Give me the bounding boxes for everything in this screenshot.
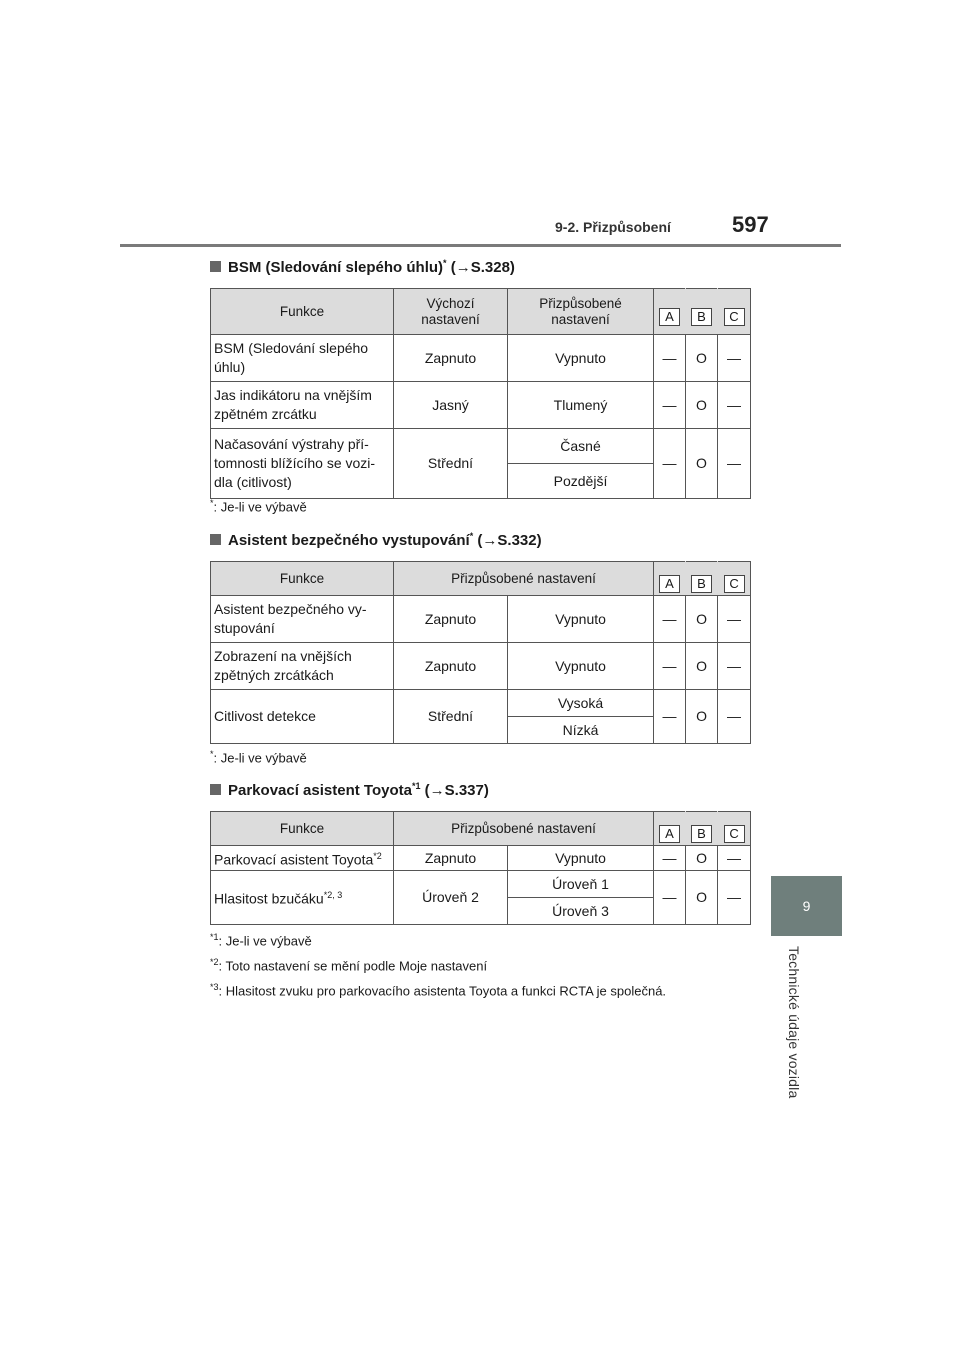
custom-cell: Časné: [508, 429, 654, 464]
function-cell: Parkovací asistent Toyota$^{*2}$: [211, 846, 394, 871]
table-row: [211, 596, 751, 643]
custom-cell: Nízká: [508, 717, 654, 744]
section-bullet-icon: [210, 784, 221, 795]
mark-c: —: [718, 382, 751, 429]
letter-b-box: B: [691, 575, 712, 593]
mark-b: O: [686, 335, 718, 382]
footnote: *: Je-li ve výbavě: [210, 498, 307, 515]
footnote: $^{*2}$: Toto nastavení se mění podle Moje nastavení: [210, 957, 488, 974]
mark-b: O: [686, 871, 718, 925]
mark-a: —: [654, 429, 686, 499]
function-cell: Asistent bezpečného vy-stupování: [211, 596, 394, 643]
table-header: [211, 562, 751, 596]
mark-c: —: [718, 643, 751, 690]
table-header: [211, 812, 751, 846]
mark-a: —: [654, 690, 686, 744]
mark-b: O: [686, 643, 718, 690]
chapter-tab: [771, 876, 842, 936]
default-cell: Střední: [394, 429, 508, 499]
mark-b: O: [686, 596, 718, 643]
footnote: $^{*1}$: Je-li ve výbavě: [210, 932, 312, 949]
mark-a: —: [654, 643, 686, 690]
mark-c: —: [718, 871, 751, 925]
custom-cell: Vypnuto: [508, 846, 654, 871]
column-header: Funkce: [211, 289, 394, 335]
function-cell: Zobrazení na vnějších zpětných zrcátkách: [211, 643, 394, 690]
default-cell: Zapnuto: [394, 643, 508, 690]
column-header: Přizpůsobené nastavení: [394, 812, 654, 846]
function-cell: Hlasitost bzučáku$^{*2, 3}$: [211, 871, 394, 925]
table-row: [211, 871, 751, 898]
mark-b: O: [686, 846, 718, 871]
letter-c-box: C: [724, 308, 745, 326]
function-cell: Načasování výstrahy pří-tomnosti blížícího se vozi-dla (citlivost): [211, 429, 394, 499]
chapter-label: Technické údaje vozidla: [786, 946, 802, 1099]
mark-c: —: [718, 846, 751, 871]
header-rule: [120, 244, 841, 247]
mark-a: —: [654, 335, 686, 382]
section-title: Parkovací asistent Toyota$^{*1}$ (→S.337): [210, 781, 489, 799]
column-header: Funkce: [211, 562, 394, 596]
default-cell: Zapnuto: [394, 596, 508, 643]
custom-cell: Vypnuto: [508, 643, 654, 690]
default-cell: Jasný: [394, 382, 508, 429]
default-cell: Střední: [394, 690, 508, 744]
settings-table: [210, 561, 751, 744]
custom-cell: Úroveň 3: [508, 898, 654, 925]
default-cell: Zapnuto: [394, 335, 508, 382]
chapter-number: 9: [802, 898, 811, 914]
settings-table: [210, 811, 751, 925]
function-cell: BSM (Sledování slepého úhlu): [211, 335, 394, 382]
footnote: *: Je-li ve výbavě: [210, 749, 307, 766]
table-row: [211, 690, 751, 717]
function-cell: Jas indikátoru na vnějším zpětném zrcátku: [211, 382, 394, 429]
running-header: 9-2. Přizpůsobení: [555, 219, 671, 235]
page-number: 597: [732, 212, 769, 237]
table-row: [211, 382, 751, 429]
column-header: Výchozí nastavení: [394, 289, 508, 335]
column-header: Přizpůsobené nastavení: [394, 562, 654, 596]
custom-cell: Vypnuto: [508, 335, 654, 382]
table-header: [211, 289, 751, 335]
letter-b-box: B: [691, 308, 712, 326]
custom-cell: Vypnuto: [508, 596, 654, 643]
letter-a-box: A: [659, 308, 680, 326]
mark-a: —: [654, 596, 686, 643]
letter-a-box: A: [659, 825, 680, 843]
mark-a: —: [654, 846, 686, 871]
letter-b-box: B: [691, 825, 712, 843]
letter-a-box: A: [659, 575, 680, 593]
custom-cell: Vysoká: [508, 690, 654, 717]
section-bullet-icon: [210, 534, 221, 545]
mark-a: —: [654, 382, 686, 429]
mark-b: O: [686, 429, 718, 499]
table-row: [211, 335, 751, 382]
section-bullet-icon: [210, 261, 221, 272]
footnote: $^{*3}$: Hlasitost zvuku pro parkovacího asistenta Toyota a funkci RCTA je společná.: [210, 982, 667, 999]
custom-cell: Pozdější: [508, 464, 654, 499]
letter-c-box: C: [724, 575, 745, 593]
letter-c-box: C: [724, 825, 745, 843]
mark-a: —: [654, 871, 686, 925]
mark-c: —: [718, 335, 751, 382]
section-title: BSM (Sledování slepého úhlu)* (→S.328): [210, 258, 515, 276]
custom-cell: Tlumený: [508, 382, 654, 429]
default-cell: Úroveň 2: [394, 871, 508, 925]
mark-c: —: [718, 690, 751, 744]
custom-cell: Úroveň 1: [508, 871, 654, 898]
table-row: [211, 429, 751, 464]
table-row: [211, 643, 751, 690]
section-title: Asistent bezpečného vystupování* (→S.332): [210, 531, 542, 549]
mark-c: —: [718, 429, 751, 499]
mark-b: O: [686, 690, 718, 744]
column-header: Funkce: [211, 812, 394, 846]
mark-c: —: [718, 596, 751, 643]
column-header: Přizpůsobené nastavení: [508, 289, 654, 335]
function-cell: Citlivost detekce: [211, 690, 394, 744]
settings-table: [210, 288, 751, 499]
table-row: [211, 846, 751, 871]
mark-b: O: [686, 382, 718, 429]
default-cell: Zapnuto: [394, 846, 508, 871]
